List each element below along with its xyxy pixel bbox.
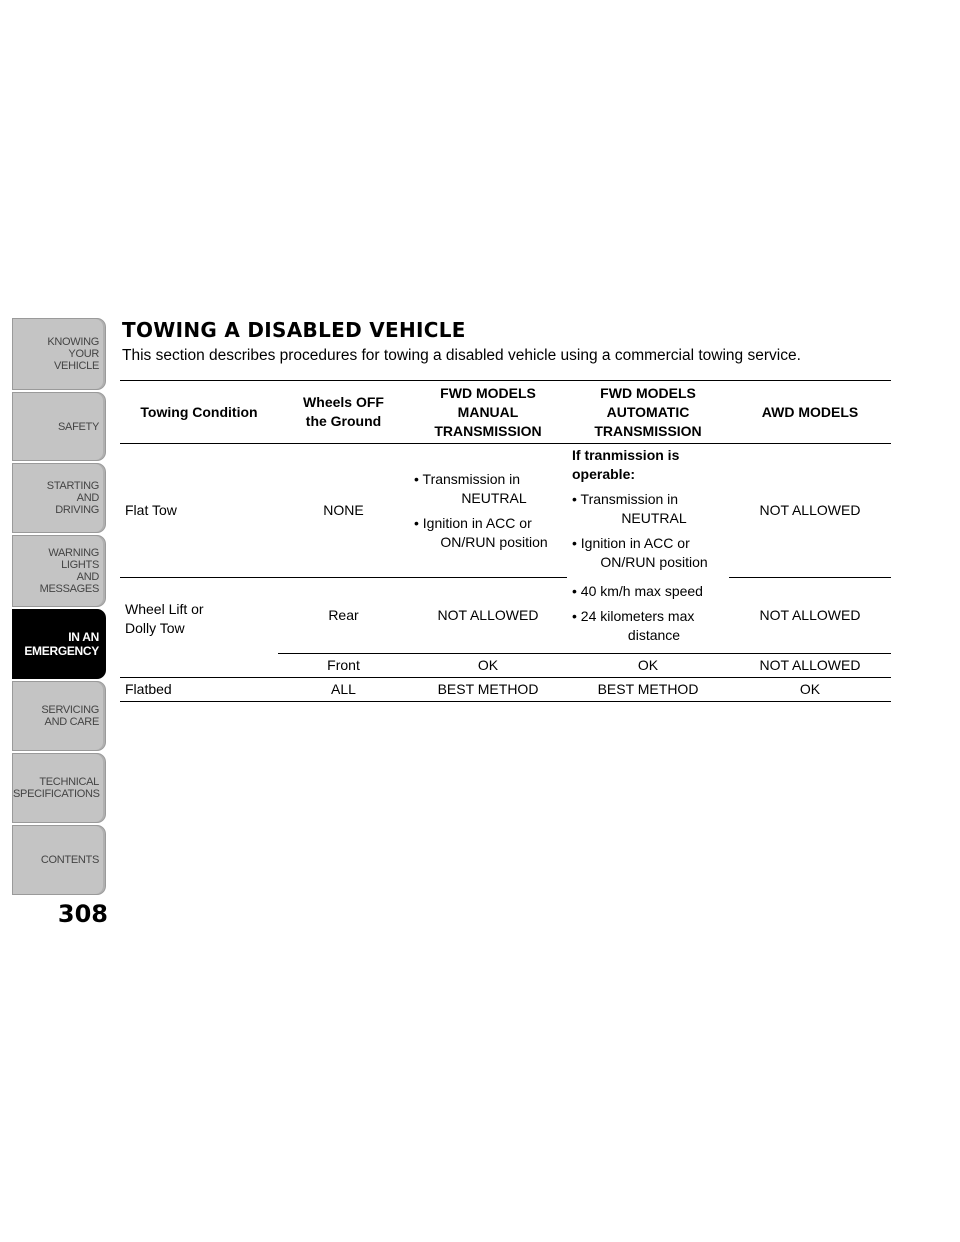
section-intro: This section describes procedures for towing a disabled vehicle using a commercial towing service. — [122, 347, 801, 364]
cell-wheels: NONE — [278, 444, 409, 578]
tab-label: KNOWING YOUR VEHICLE — [47, 336, 99, 372]
tab-technical-specifications[interactable] — [12, 753, 106, 823]
tab-label: CONTENTS — [40, 854, 99, 866]
header-text: TRANSMISSION — [434, 422, 542, 439]
table-row-flatbed — [120, 678, 891, 702]
bullet-text: • 24 kilometers max — [572, 608, 695, 624]
header-text: FWD MODELS — [600, 384, 696, 401]
cell-automatic: OK — [567, 654, 729, 678]
cell-awd: NOT ALLOWED — [729, 444, 891, 578]
automatic-note-heading — [572, 446, 724, 484]
header-towing-condition — [120, 381, 278, 444]
tab-servicing-and-care[interactable] — [12, 681, 106, 751]
header-wheels-off — [278, 381, 409, 444]
bullet-item — [572, 607, 724, 645]
tab-contents[interactable] — [12, 825, 106, 895]
header-text: Wheels OFF — [303, 394, 384, 410]
bullet-item — [414, 514, 562, 552]
condition-text: Dolly Tow — [125, 620, 185, 636]
bullet-item — [572, 582, 724, 601]
cell-awd: OK — [729, 678, 891, 702]
tab-label: SERVICING AND CARE — [41, 704, 99, 728]
cell-manual — [409, 444, 567, 578]
bullet-item — [572, 534, 724, 572]
bullet-text: • Ignition in ACC or — [414, 514, 532, 531]
cell-manual: BEST METHOD — [409, 678, 567, 702]
header-text: Towing Condition — [140, 403, 258, 420]
cell-condition — [120, 578, 278, 678]
cell-condition: Flatbed — [120, 678, 278, 702]
bullet-text: NEUTRAL — [621, 510, 687, 526]
tab-label: STARTING AND DRIVING — [46, 480, 99, 516]
section-title: TOWING A DISABLED VEHICLE — [122, 318, 466, 342]
header-text: AWD MODELS — [761, 403, 859, 420]
tab-label: TECHNICAL SPECIFICATIONS — [13, 776, 100, 800]
bullet-text: distance — [627, 627, 681, 643]
bullet-item — [572, 490, 724, 528]
header-text: AUTOMATIC — [606, 403, 690, 420]
cell-manual: OK — [409, 654, 567, 678]
tab-starting-and-driving[interactable] — [12, 463, 106, 533]
bullet-text: NEUTRAL — [461, 489, 527, 506]
page-number: 308 — [57, 900, 108, 928]
tab-label: SAFETY — [58, 420, 99, 433]
tab-safety[interactable] — [12, 392, 106, 461]
bullet-text: ON/RUN position — [600, 554, 708, 570]
table-row-wheel-lift-rear — [120, 578, 891, 654]
cell-condition: Flat Tow — [120, 444, 278, 578]
bullet-item — [414, 470, 562, 508]
table-header-row — [120, 381, 891, 444]
note-text: If tranmission is — [572, 447, 680, 463]
bullet-text: • Ignition in ACC or — [572, 535, 690, 551]
header-fwd-automatic — [567, 381, 729, 444]
header-text: the Ground — [305, 413, 382, 429]
tab-label: WARNING LIGHTS AND MESSAGES — [39, 547, 99, 595]
cell-automatic: BEST METHOD — [567, 678, 729, 702]
tab-knowing-your-vehicle[interactable] — [12, 318, 106, 390]
bullet-text: ON/RUN position — [440, 533, 548, 550]
bullet-text: • 40 km/h max speed — [572, 583, 703, 599]
header-awd — [729, 381, 891, 444]
cell-wheels: Rear — [278, 578, 409, 654]
cell-wheels: Front — [278, 654, 409, 678]
cell-automatic-notes — [567, 444, 729, 654]
header-text: MANUAL — [457, 403, 519, 420]
header-fwd-manual — [409, 381, 567, 444]
cell-manual: NOT ALLOWED — [409, 578, 567, 654]
towing-table — [120, 380, 891, 702]
cell-awd: NOT ALLOWED — [729, 578, 891, 654]
cell-awd: NOT ALLOWED — [729, 654, 891, 678]
note-text: operable: — [572, 466, 636, 482]
cell-wheels: ALL — [278, 678, 409, 702]
tab-warning-lights-and-messages[interactable] — [12, 535, 106, 607]
header-text: TRANSMISSION — [594, 422, 702, 439]
tab-in-an-emergency[interactable] — [12, 609, 106, 679]
condition-text: Wheel Lift or — [125, 601, 204, 617]
table-row-flat-tow — [120, 444, 891, 578]
bullet-text: • Transmission in — [414, 470, 521, 487]
bullet-text: • Transmission in — [572, 491, 679, 507]
tab-label: IN AN EMERGENCY — [24, 630, 99, 658]
header-text: FWD MODELS — [440, 384, 536, 401]
